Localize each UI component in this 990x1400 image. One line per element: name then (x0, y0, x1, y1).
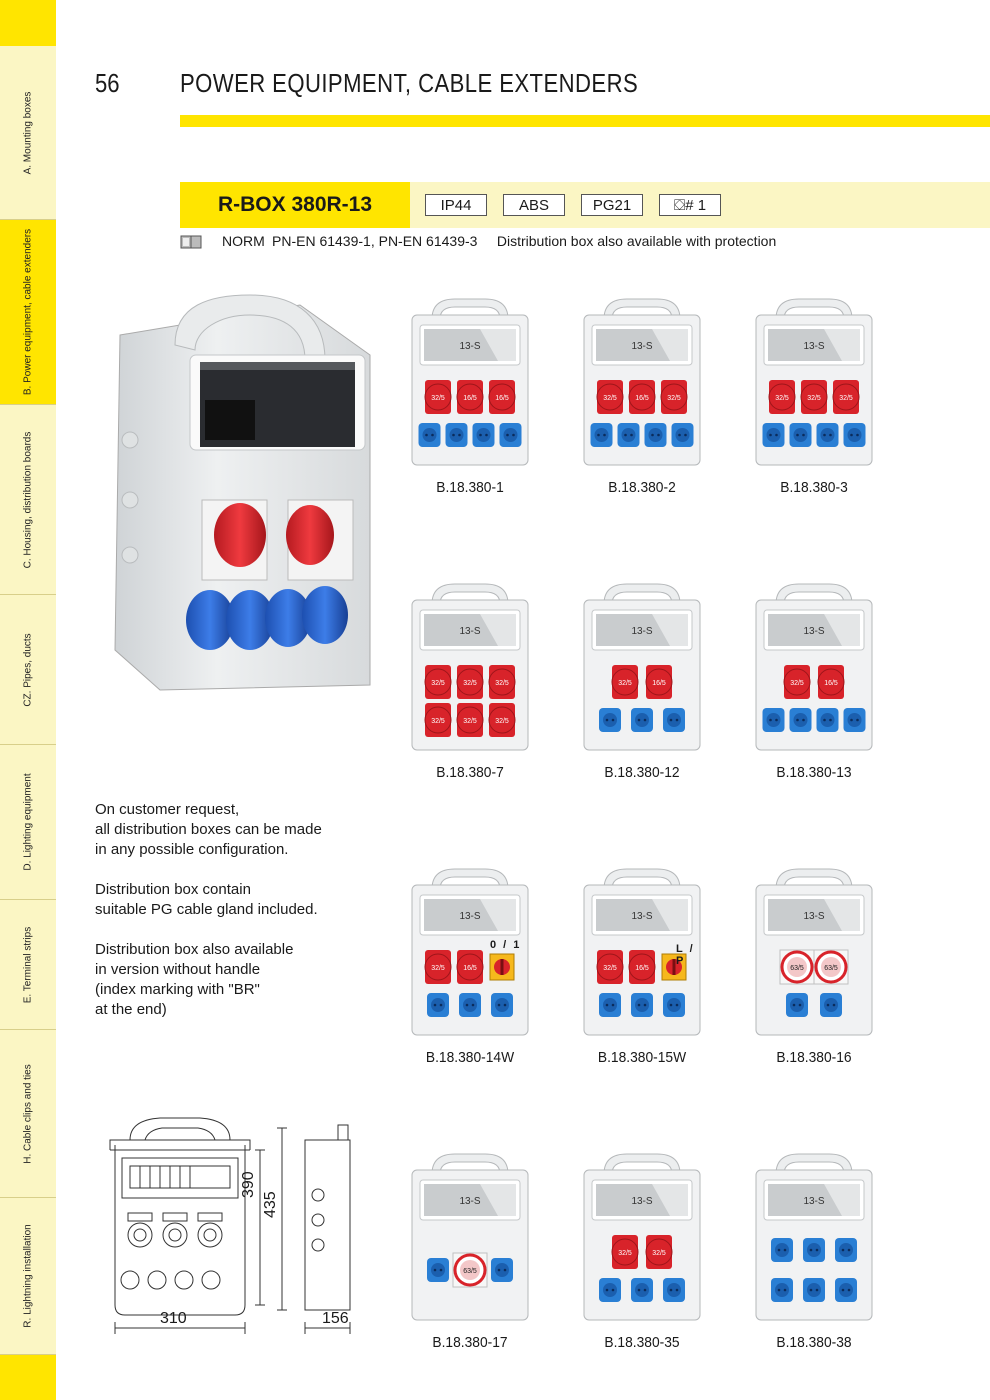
socket-rating-label: 16/5 (463, 965, 477, 972)
panel-label: 13-S (803, 911, 825, 922)
variant-thumbnail (582, 1152, 702, 1322)
sidebar-tab-label: D. Lighting equipment (22, 773, 34, 871)
sidebar-tab-d[interactable] (0, 745, 56, 900)
schuko-socket-icon (473, 423, 495, 447)
schuko-socket-icon (844, 423, 866, 447)
schuko-socket-icon (771, 1278, 793, 1302)
sidebar-tab-label: CZ. Pipes, ducts (22, 632, 34, 707)
panel-label: 13-S (459, 911, 481, 922)
panel-label: 13-S (631, 341, 653, 352)
variant-card (582, 867, 702, 1066)
product-photo (100, 290, 380, 695)
schuko-socket-icon (427, 1258, 449, 1282)
schuko-socket-icon (631, 1278, 653, 1302)
dim-depth: 156 (322, 1310, 349, 1327)
badge-ip: IP44 (425, 194, 487, 216)
product-name: R-BOX 380R-13 (180, 182, 410, 228)
socket-rating-label: 32/5 (463, 718, 477, 725)
variant-card (582, 297, 702, 496)
socket-rating-label: 32/5 (431, 395, 445, 402)
schuko-socket-icon (817, 423, 839, 447)
switch-position-label: 0 / 1 (490, 939, 522, 951)
variant-thumbnail (582, 582, 702, 752)
switch-position-label: L / P (676, 943, 695, 967)
variant-code: B.18.380-16 (776, 1049, 852, 1066)
schuko-socket-icon (771, 1238, 793, 1262)
variant-code: B.18.380-17 (432, 1334, 508, 1351)
schuko-socket-icon (790, 423, 812, 447)
schuko-socket-icon (618, 423, 640, 447)
schuko-socket-icon (591, 423, 613, 447)
socket-rating-label: 16/5 (635, 965, 649, 972)
panel-label: 13-S (631, 911, 653, 922)
sidebar-tab-label: B. Power equipment, cable extenders (22, 228, 34, 396)
technical-drawing (100, 1110, 370, 1340)
socket-rating-label: 32/5 (431, 718, 445, 725)
sidebar-tab-label: H. Cable clips and ties (22, 1063, 34, 1164)
schuko-socket-icon (645, 423, 667, 447)
panel-label: 13-S (631, 626, 653, 637)
socket-rating-label: 32/5 (603, 395, 617, 402)
dim-height-outer: 435 (262, 1191, 279, 1218)
schuko-socket-icon (427, 993, 449, 1017)
variant-card (754, 867, 874, 1066)
variant-thumbnail (410, 867, 530, 1037)
variant-code: B.18.380-15W (597, 1049, 687, 1066)
sidebar-bottom-cap (0, 1355, 56, 1400)
variant-card (410, 582, 530, 781)
socket-rating-label: 32/5 (495, 718, 509, 725)
schuko-socket-icon (599, 993, 621, 1017)
schuko-socket-icon (631, 993, 653, 1017)
sidebar-tab-e[interactable] (0, 900, 56, 1030)
sidebar-tab-cz[interactable] (0, 595, 56, 745)
variant-card (410, 1152, 530, 1351)
socket-rating-label: 32/5 (431, 965, 445, 972)
sidebar-tab-label: A. Mounting boxes (22, 91, 34, 174)
dim-width: 310 (160, 1310, 187, 1327)
socket-rating-label: 16/5 (495, 395, 509, 402)
page-number: 56 (95, 68, 120, 98)
badge-package-text: # 1 (685, 197, 707, 214)
badge-package (659, 194, 721, 216)
panel-label: 13-S (459, 626, 481, 637)
panel-label: 13-S (803, 626, 825, 637)
schuko-socket-icon (803, 1278, 825, 1302)
socket-rating-label: 63/5 (824, 965, 838, 972)
schuko-socket-icon (446, 423, 468, 447)
panel-label: 13-S (459, 1196, 481, 1207)
socket-rating-label: 32/5 (667, 395, 681, 402)
variant-card (582, 582, 702, 781)
schuko-socket-icon (599, 708, 621, 732)
schuko-socket-icon (663, 993, 685, 1017)
variant-thumbnail (410, 1152, 530, 1322)
variant-card (410, 297, 530, 496)
badge-material: ABS (503, 194, 565, 216)
variant-thumbnail (410, 297, 530, 467)
schuko-socket-icon (835, 1238, 857, 1262)
variant-card (754, 582, 874, 781)
sidebar-tab-label: R. Lightning installation (22, 1224, 34, 1328)
schuko-socket-icon (817, 708, 839, 732)
variant-thumbnail (754, 297, 874, 467)
schuko-socket-icon (786, 993, 808, 1017)
panel-label: 13-S (803, 1196, 825, 1207)
variant-card (754, 1152, 874, 1351)
dim-height-inner: 390 (240, 1171, 257, 1198)
variant-code: B.18.380-7 (436, 764, 504, 781)
sidebar-tab-b[interactable] (0, 220, 56, 405)
variant-code: B.18.380-12 (604, 764, 680, 781)
variant-card (410, 867, 530, 1066)
panel-label: 13-S (631, 1196, 653, 1207)
norm-book-icon (180, 235, 202, 249)
schuko-socket-icon (500, 423, 522, 447)
sidebar-tab-c[interactable] (0, 405, 56, 595)
schuko-socket-icon (790, 708, 812, 732)
info-no-handle: Distribution box also available in version without handle (index marking with "BR" at the end) (95, 941, 294, 1018)
socket-rating-label: 32/5 (495, 680, 509, 687)
schuko-socket-icon (663, 708, 685, 732)
schuko-socket-icon (672, 423, 694, 447)
variant-code: B.18.380-38 (776, 1334, 852, 1351)
socket-rating-label: 16/5 (824, 680, 838, 687)
schuko-socket-icon (459, 993, 481, 1017)
socket-rating-label: 16/5 (463, 395, 477, 402)
schuko-socket-icon (491, 1258, 513, 1282)
norm-label: NORM (222, 233, 265, 249)
sidebar-tab-r[interactable] (0, 1198, 56, 1355)
schuko-socket-icon (599, 1278, 621, 1302)
variant-code: B.18.380-1 (436, 479, 504, 496)
variant-code: B.18.380-2 (608, 479, 676, 496)
socket-rating-label: 63/5 (463, 1268, 477, 1275)
sidebar-tab-label: E. Terminal strips (22, 926, 34, 1003)
socket-rating-label: 16/5 (652, 680, 666, 687)
variant-thumbnail (582, 297, 702, 467)
sidebar-tab-h[interactable] (0, 1030, 56, 1198)
socket-rating-label: 32/5 (807, 395, 821, 402)
norm-text: PN-EN 61439-1, PN-EN 61439-3 Distribution box also available with protection (272, 233, 777, 249)
variant-code: B.18.380-14W (425, 1049, 515, 1066)
page-title: POWER EQUIPMENT, CABLE EXTENDERS (180, 68, 639, 98)
socket-rating-label: 32/5 (839, 395, 853, 402)
socket-rating-label: 16/5 (635, 395, 649, 402)
variant-thumbnail (754, 582, 874, 752)
schuko-socket-icon (763, 708, 785, 732)
panel-label: 13-S (459, 341, 481, 352)
schuko-socket-icon (844, 708, 866, 732)
socket-rating-label: 32/5 (618, 1250, 632, 1257)
variant-code: B.18.380-3 (780, 479, 848, 496)
sidebar-top-cap (0, 0, 56, 46)
socket-rating-label: 32/5 (463, 680, 477, 687)
socket-rating-label: 32/5 (790, 680, 804, 687)
package-icon: ⛋ (673, 197, 686, 214)
rotary-switch-icon (490, 954, 514, 980)
variant-code: B.18.380-35 (604, 1334, 680, 1351)
sidebar-tab-a[interactable] (0, 46, 56, 220)
variant-thumbnail (410, 582, 530, 752)
schuko-socket-icon (663, 1278, 685, 1302)
socket-rating-label: 32/5 (652, 1250, 666, 1257)
sidebar-tab-label: C. Housing, distribution boards (22, 431, 34, 568)
socket-rating-label: 32/5 (431, 680, 445, 687)
schuko-socket-icon (820, 993, 842, 1017)
panel-label: 13-S (803, 341, 825, 352)
badge-gland: PG21 (581, 194, 643, 216)
info-custom-config: On customer request, all distribution boxes can be made in any possible configuration. (95, 801, 322, 858)
info-cable-gland: Distribution box contain suitable PG cable gland included. (95, 881, 318, 918)
schuko-socket-icon (803, 1238, 825, 1262)
socket-rating-label: 32/5 (775, 395, 789, 402)
header-rule (180, 115, 990, 127)
schuko-socket-icon (835, 1278, 857, 1302)
variant-thumbnail (754, 1152, 874, 1322)
variant-card (582, 1152, 702, 1351)
schuko-socket-icon (491, 993, 513, 1017)
variant-thumbnail (754, 867, 874, 1037)
schuko-socket-icon (763, 423, 785, 447)
schuko-socket-icon (631, 708, 653, 732)
schuko-socket-icon (419, 423, 441, 447)
variant-card (754, 297, 874, 496)
socket-rating-label: 63/5 (790, 965, 804, 972)
variant-code: B.18.380-13 (776, 764, 852, 781)
socket-rating-label: 32/5 (618, 680, 632, 687)
section-sidebar (0, 0, 56, 1400)
socket-rating-label: 32/5 (603, 965, 617, 972)
